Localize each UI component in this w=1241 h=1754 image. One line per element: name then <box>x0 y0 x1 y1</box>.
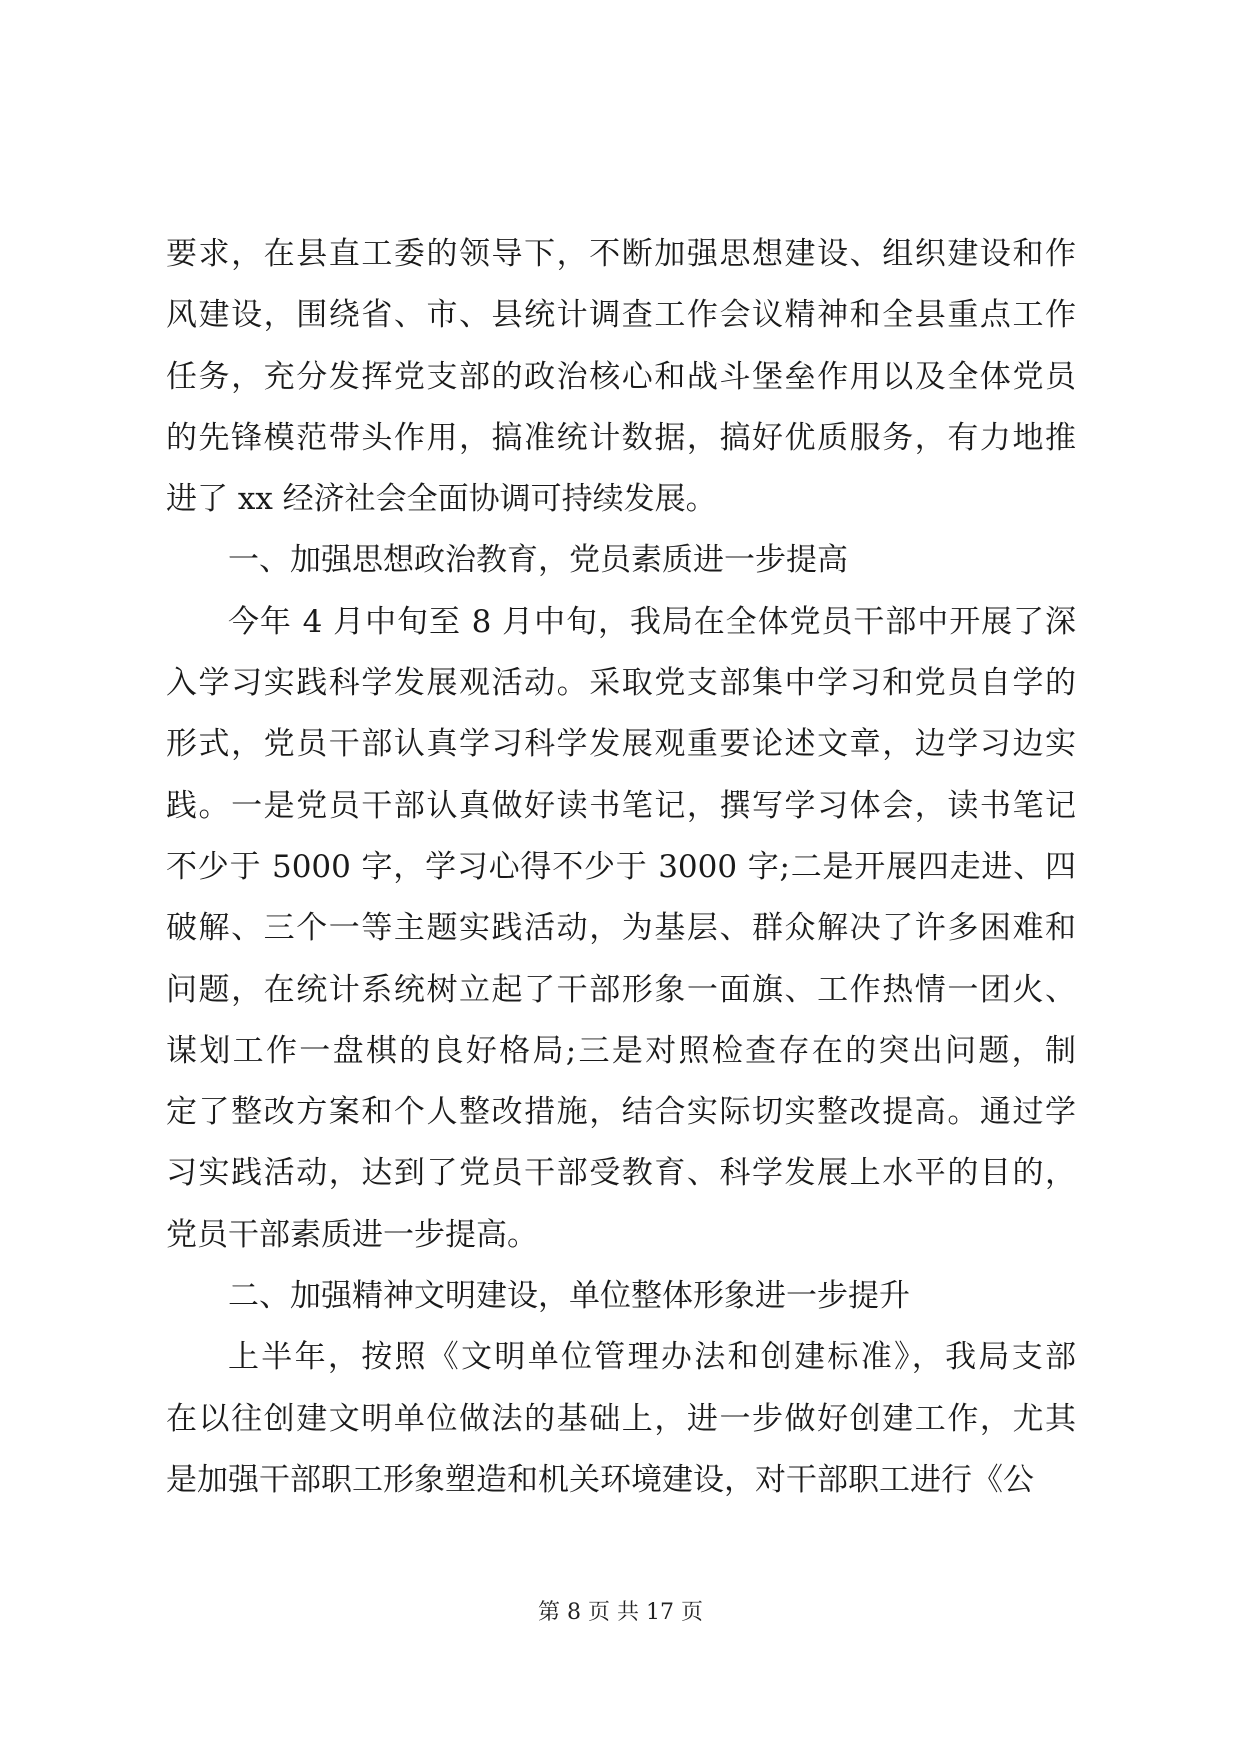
text-line: 进了 xx 经济社会全面协调可持续发展。 <box>166 481 717 518</box>
text-line: 风建设，围绕省、市、县统计调查工作会议精神和全县重点工作 <box>166 297 1076 334</box>
paragraph-civilization <box>166 1327 1076 1511</box>
text-line: 上半年，按照《文明单位管理办法和创建标准》，我局支部 <box>228 1339 1076 1376</box>
page-footer: 第 8 页 共 17 页 <box>538 1600 703 1625</box>
paragraph-study-practice <box>166 592 1076 1266</box>
text-line: 践。一是党员干部认真做好读书笔记，撰写学习体会，读书笔记 <box>166 787 1076 824</box>
text-line: 谋划工作一盘棋的良好格局;三是对照检查存在的突出问题，制 <box>166 1032 1076 1069</box>
text-line: 定了整改方案和个人整改措施，结合实际切实整改提高。通过学 <box>166 1094 1076 1131</box>
document-body <box>166 224 1076 1511</box>
text-line: 形式，党员干部认真学习科学发展观重要论述文章，边学习边实 <box>166 726 1076 763</box>
text-line: 一、加强思想政治教育，党员素质进一步提高 <box>228 542 848 579</box>
text-line: 二、加强精神文明建设，单位整体形象进一步提升 <box>228 1278 910 1315</box>
text-line: 今年 4 月中旬至 8 月中旬，我局在全体党员干部中开展了深 <box>228 603 1076 640</box>
text-line: 要求，在县直工委的领导下，不断加强思想建设、组织建设和作 <box>166 236 1076 272</box>
text-line: 的先锋模范带头作用，搞准统计数据，搞好优质服务，有力地推 <box>166 419 1076 456</box>
text-line: 任务，充分发挥党支部的政治核心和战斗堡垒作用以及全体党员 <box>166 358 1076 395</box>
paragraph-continued <box>166 224 1076 530</box>
text-line: 问题，在统计系统树立起了干部形象一面旗、工作热情一团火、 <box>166 971 1076 1008</box>
section-heading-1 <box>166 530 1076 591</box>
text-line: 入学习实践科学发展观活动。采取党支部集中学习和党员自学的 <box>166 665 1076 702</box>
text-line: 在以往创建文明单位做法的基础上，进一步做好创建工作，尤其 <box>166 1400 1076 1437</box>
text-line: 党员干部素质进一步提高。 <box>166 1216 538 1253</box>
text-line: 习实践活动，达到了党员干部受教育、科学发展上水平的目的， <box>166 1155 1076 1192</box>
section-heading-2 <box>166 1266 1076 1327</box>
text-line: 是加强干部职工形象塑造和机关环境建设，对干部职工进行《公 <box>166 1461 1034 1498</box>
text-line: 破解、三个一等主题实践活动，为基层、群众解决了许多困难和 <box>166 910 1076 947</box>
text-line: 不少于 5000 字，学习心得不少于 3000 字;二是开展四走进、四 <box>166 848 1076 885</box>
